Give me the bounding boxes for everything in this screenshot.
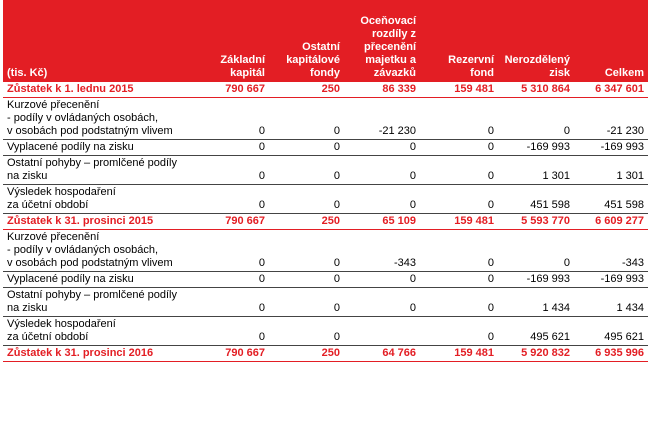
header-celkem: Celkem [574, 0, 648, 82]
table-row [3, 288, 648, 317]
table-cell: 0 [199, 272, 269, 288]
table-cell: 0 [420, 317, 498, 346]
table-row [3, 140, 648, 156]
table-cell: 451 598 [574, 185, 648, 214]
row-label-line: Ostatní pohyby – promlčené podíly [7, 289, 177, 301]
table-cell: -343 [344, 230, 420, 272]
table-cell: -169 993 [498, 272, 574, 288]
header-nerozdeleny-zisk: Nerozdělený zisk [498, 0, 574, 82]
row-label [3, 98, 199, 140]
row-label [3, 185, 199, 214]
header-rezervni-fond: Rezervní fond [420, 0, 498, 82]
table-cell: 451 598 [498, 185, 574, 214]
table-cell: 65 109 [344, 214, 420, 230]
row-label [3, 317, 199, 346]
balance-row [3, 82, 648, 98]
table-cell: 64 766 [344, 346, 420, 362]
table-cell: 0 [199, 230, 269, 272]
table-cell: 0 [199, 317, 269, 346]
row-label [3, 156, 199, 185]
row-label [3, 272, 199, 288]
table-cell: 0 [269, 185, 344, 214]
row-label-line: Ostatní pohyby – promlčené podíly [7, 157, 177, 169]
table-cell: 1 301 [498, 156, 574, 185]
table-cell: 790 667 [199, 346, 269, 362]
table-cell: 0 [269, 230, 344, 272]
row-label: Zůstatek k 31. prosinci 2015 [3, 214, 199, 230]
table-cell: 0 [269, 272, 344, 288]
row-label: Zůstatek k 1. lednu 2015 [3, 82, 199, 98]
row-label-line: Výsledek hospodaření [7, 318, 116, 330]
table-row [3, 156, 648, 185]
table-cell: 0 [269, 98, 344, 140]
table-cell: 0 [498, 230, 574, 272]
table-row [3, 98, 648, 140]
table-cell: 0 [344, 140, 420, 156]
table-cell: 495 621 [498, 317, 574, 346]
table-cell [344, 317, 420, 346]
table-cell: 159 481 [420, 82, 498, 98]
table-row [3, 272, 648, 288]
table-cell: 6 347 601 [574, 82, 648, 98]
table-cell: 250 [269, 346, 344, 362]
table-cell: 250 [269, 82, 344, 98]
table-cell: 0 [269, 156, 344, 185]
table-cell: 5 593 770 [498, 214, 574, 230]
header-zakladni-kapital: Základní kapitál [199, 0, 269, 82]
table-cell: -169 993 [574, 272, 648, 288]
table-cell: 0 [199, 156, 269, 185]
row-label [3, 230, 199, 272]
table-cell: 159 481 [420, 346, 498, 362]
table-cell: -21 230 [574, 98, 648, 140]
table-cell: 0 [420, 230, 498, 272]
row-label-line: za účetní období [7, 331, 89, 343]
table-cell: 0 [199, 98, 269, 140]
table-row [3, 230, 648, 272]
row-label-line: Vyplacené podíly na zisku [7, 141, 134, 153]
table-cell: 790 667 [199, 82, 269, 98]
table-cell: 0 [269, 288, 344, 317]
row-label [3, 140, 199, 156]
row-label-line: na zisku [7, 302, 48, 314]
row-label-line: Výsledek hospodaření [7, 186, 116, 198]
table-cell: 1 434 [498, 288, 574, 317]
row-label-line: v osobách pod podstatným vlivem [7, 257, 173, 269]
row-label-line: Kurzové přecenění [7, 99, 100, 111]
table-cell: 0 [344, 185, 420, 214]
table-row [3, 317, 648, 346]
row-label-line: - podíly v ovládaných osobách, [7, 112, 159, 124]
table-cell: 495 621 [574, 317, 648, 346]
table-cell: 1 301 [574, 156, 648, 185]
row-label-line: za účetní období [7, 199, 89, 211]
table-cell: 0 [420, 98, 498, 140]
table-row [3, 185, 648, 214]
table-cell: 0 [420, 288, 498, 317]
table-cell: 6 935 996 [574, 346, 648, 362]
table-cell: 0 [199, 140, 269, 156]
table-cell: 1 434 [574, 288, 648, 317]
table-cell: 250 [269, 214, 344, 230]
table-cell: 0 [269, 140, 344, 156]
balance-row [3, 346, 648, 362]
row-label-line: v osobách pod podstatným vlivem [7, 125, 173, 137]
row-label: Zůstatek k 31. prosinci 2016 [3, 346, 199, 362]
table-cell: -21 230 [344, 98, 420, 140]
table-cell: 0 [199, 288, 269, 317]
table-cell: 0 [420, 185, 498, 214]
table-cell: 0 [498, 98, 574, 140]
table-cell: 0 [420, 140, 498, 156]
header-row [3, 0, 648, 82]
row-label-line: Kurzové přecenění [7, 231, 100, 243]
table-cell: 6 609 277 [574, 214, 648, 230]
header-ocenovaci-rozdily: Oceňovací rozdíly z přecenění majetku a závazků [344, 0, 420, 82]
row-label [3, 288, 199, 317]
table-cell: 0 [269, 317, 344, 346]
equity-table [3, 0, 648, 362]
row-label-line: Vyplacené podíly na zisku [7, 273, 134, 285]
table-cell: 0 [344, 288, 420, 317]
row-label-line: na zisku [7, 170, 48, 182]
table-cell: 0 [420, 272, 498, 288]
table-cell: 86 339 [344, 82, 420, 98]
table-cell: 790 667 [199, 214, 269, 230]
balance-row [3, 214, 648, 230]
table-body [3, 82, 648, 362]
table-cell: 5 310 864 [498, 82, 574, 98]
table-cell: 0 [420, 156, 498, 185]
table-cell: 159 481 [420, 214, 498, 230]
table-cell: 5 920 832 [498, 346, 574, 362]
header-ostatni-kapitalove-fondy: Ostatní kapitálové fondy [269, 0, 344, 82]
table-cell: 0 [344, 156, 420, 185]
table-cell: -343 [574, 230, 648, 272]
table-cell: 0 [199, 185, 269, 214]
row-label-line: - podíly v ovládaných osobách, [7, 244, 159, 256]
table-cell: -169 993 [498, 140, 574, 156]
table-cell: 0 [344, 272, 420, 288]
table-cell: -169 993 [574, 140, 648, 156]
header-unit: (tis. Kč) [3, 0, 199, 82]
